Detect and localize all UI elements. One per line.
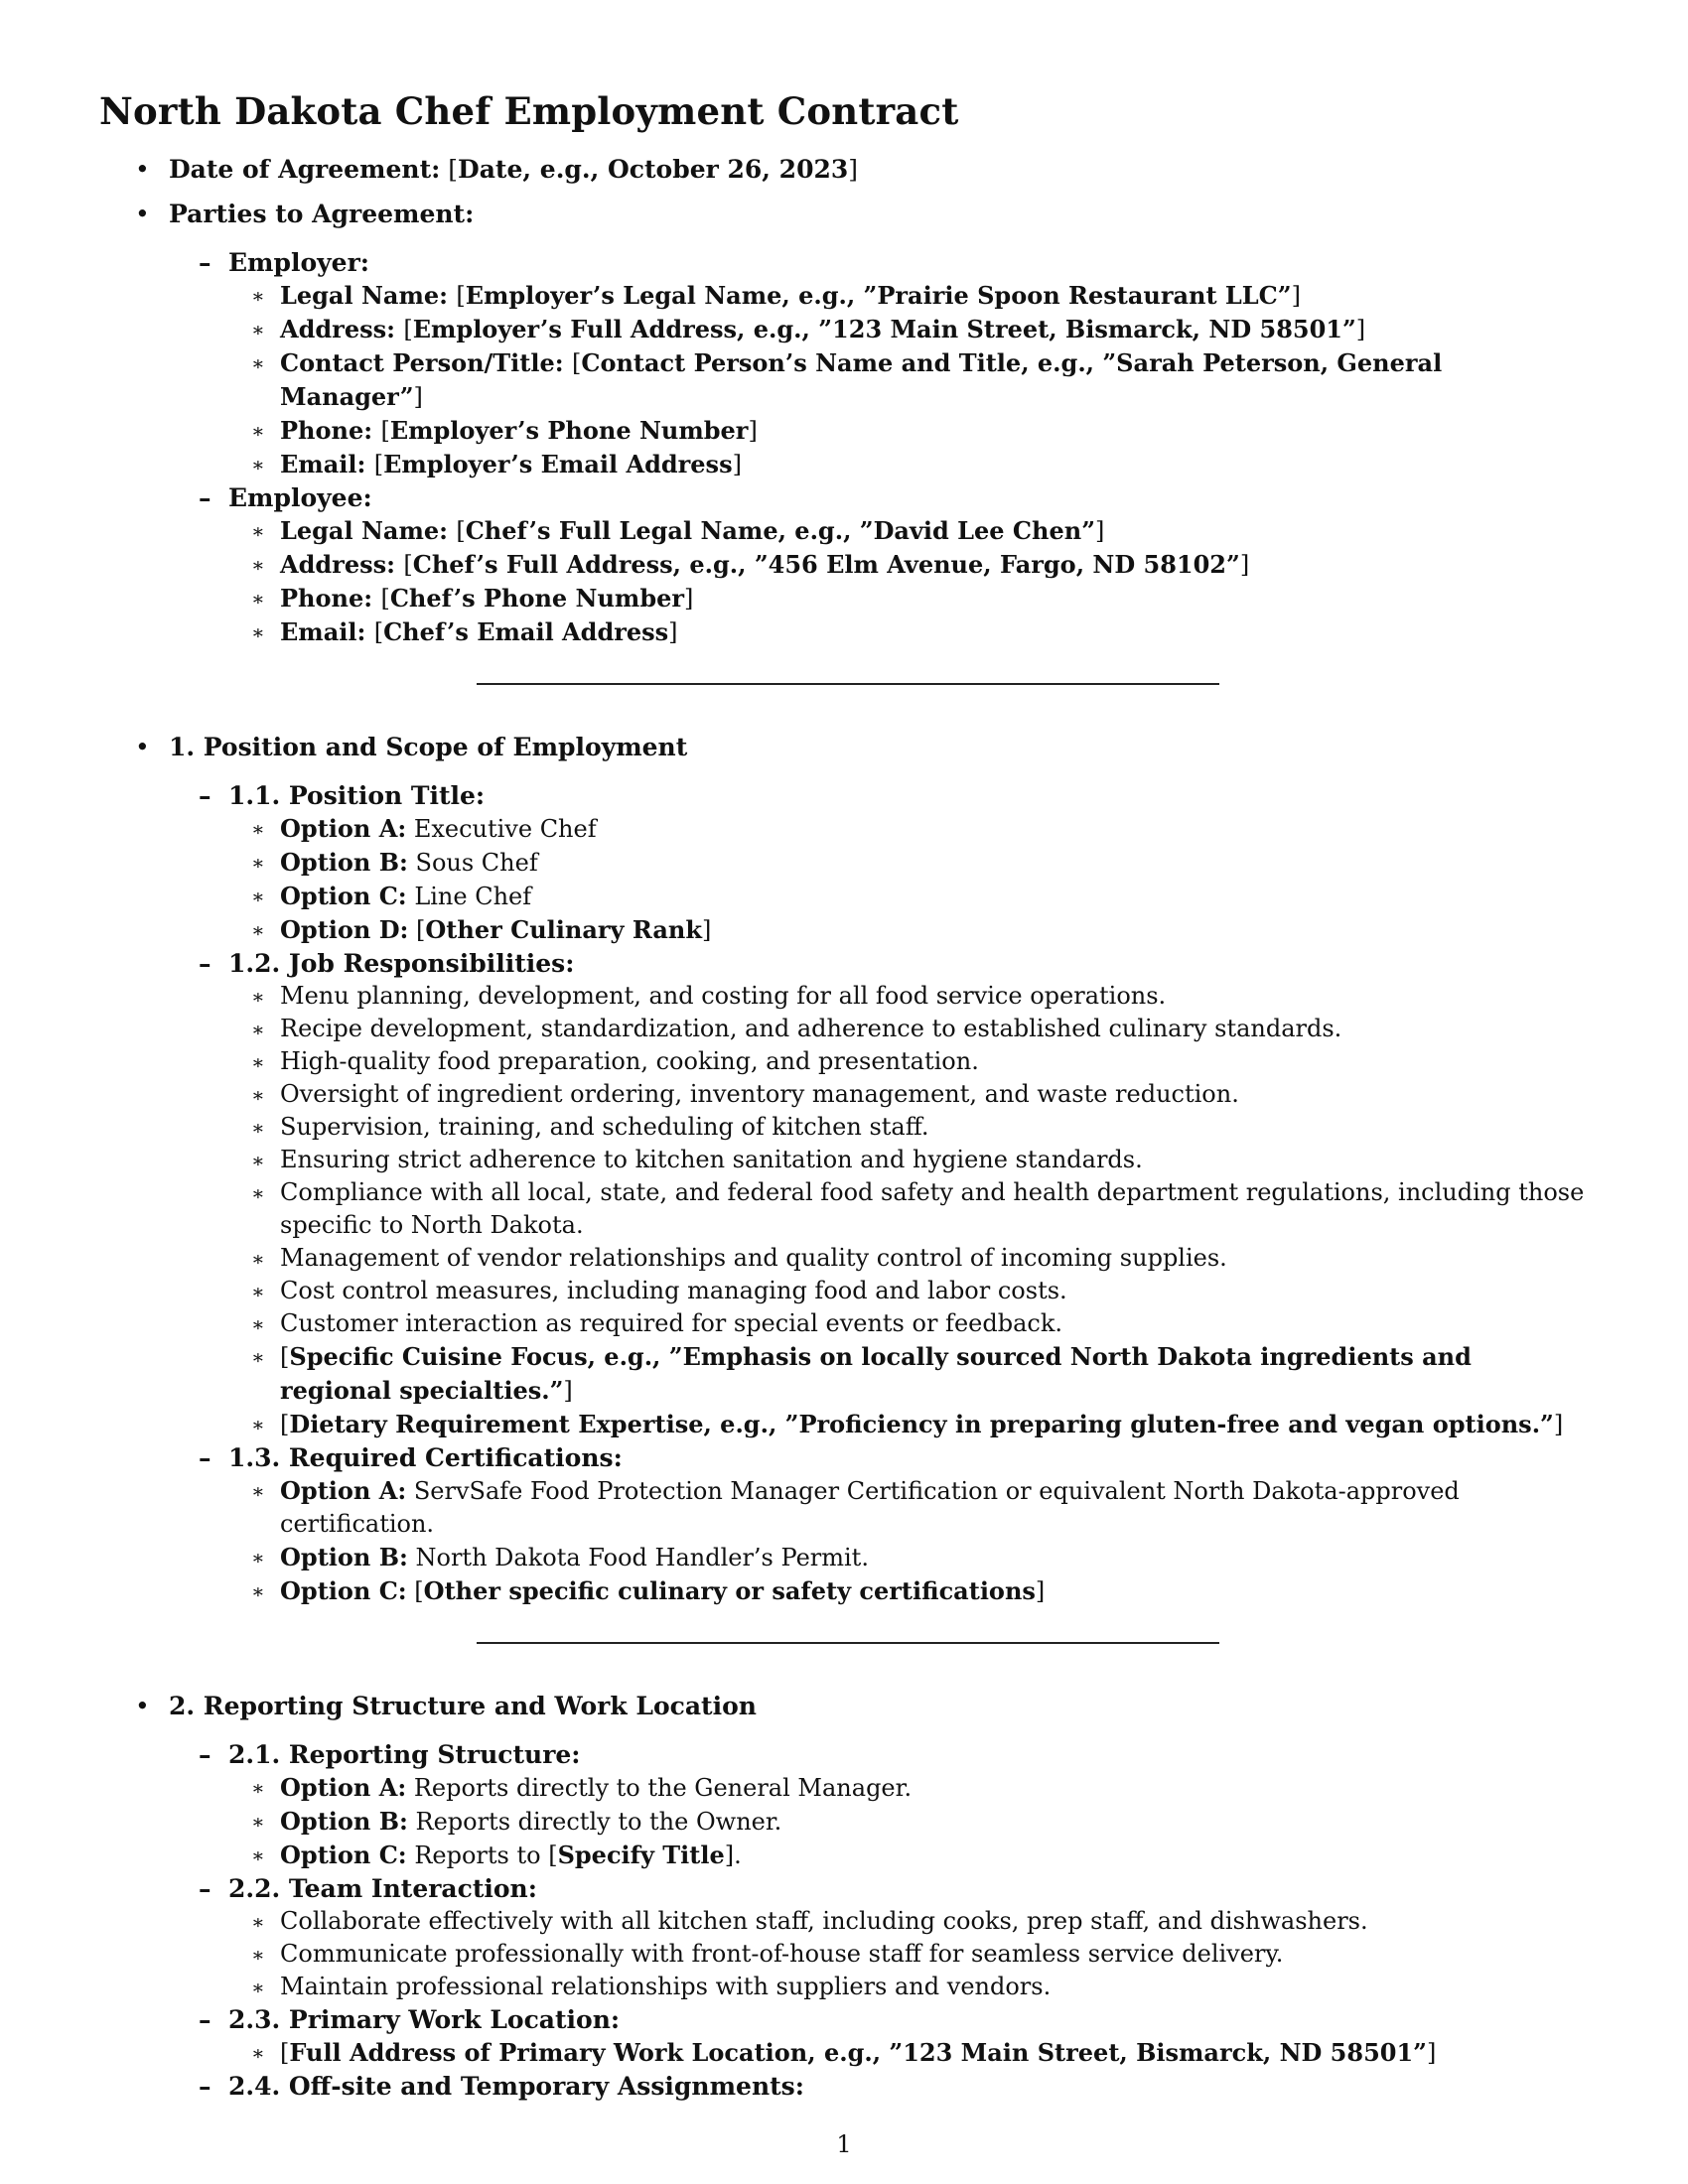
responsibilities-list	[228, 980, 1589, 1441]
list-item: ∗ Ensuring strict adherence to kitchen sanitation and hygiene standards.	[99, 1144, 1589, 1176]
certification-options	[228, 1474, 1589, 1608]
section-1	[99, 731, 1589, 1608]
date-of-agreement-item: • Date of Agreement: [Date, e.g., October 26, 2023]	[135, 155, 859, 184]
divider	[99, 661, 1589, 731]
bullet-icon: •	[135, 1692, 150, 1720]
cuisine-focus-placeholder: ∗ [Specific Cuisine Focus, e.g., ”Emphasis on locally sourced North Dakota ingredients and regional specialties.”]	[251, 1342, 1472, 1405]
asterisk-icon: ∗	[251, 587, 265, 611]
asterisk-icon: ∗	[251, 1413, 265, 1436]
asterisk-icon: ∗	[251, 419, 265, 443]
employee-group	[99, 481, 1589, 649]
dash-icon: –	[199, 1443, 211, 1472]
certification-option-c: ∗ Option C: [Other specific culinary or safety certifications]	[99, 1574, 1589, 1608]
subsection-1-1	[99, 779, 1589, 947]
divider	[99, 1620, 1589, 1690]
asterisk-icon: ∗	[251, 1776, 265, 1800]
parties-label: Parties to Agreement:	[169, 200, 475, 228]
employer-group	[99, 246, 1589, 481]
page-number: 1	[836, 2130, 852, 2158]
asterisk-icon: ∗	[251, 1943, 265, 1967]
dash-icon: –	[199, 2005, 211, 2034]
asterisk-icon: ∗	[251, 1843, 265, 1867]
dash-icon: –	[199, 1740, 211, 1769]
parties-list	[169, 246, 1589, 649]
bullet-icon: •	[135, 733, 150, 761]
asterisk-icon: ∗	[251, 1050, 265, 1074]
position-options	[228, 812, 1589, 947]
dash-icon: –	[199, 1874, 211, 1903]
employee-address: ∗ Address: [Chef’s Full Address, e.g., ”456 Elm Avenue, Fargo, ND 58102”]	[99, 548, 1589, 582]
employee-email: ∗ Email: [Chef’s Email Address]	[99, 615, 1589, 649]
subsection-2-3	[99, 2003, 1589, 2070]
horizontal-rule	[477, 1642, 1219, 1644]
section-2	[99, 1690, 1589, 2103]
dash-icon: –	[199, 248, 211, 277]
certification-option-b: ∗ Option B: North Dakota Food Handler’s Permit.	[99, 1541, 1589, 1574]
employer-fields	[228, 279, 1589, 481]
bullet-icon: •	[135, 155, 150, 184]
employer-phone: ∗ Phone: [Employer’s Phone Number]	[99, 414, 1589, 448]
work-location-list	[228, 2036, 1589, 2070]
dietary-expertise-placeholder: ∗ [Dietary Requirement Expertise, e.g., ”Proficiency in preparing gluten-free and vegan options.”]	[99, 1408, 1589, 1441]
document-title: North Dakota Chef Employment Contract	[99, 89, 959, 133]
asterisk-icon: ∗	[251, 851, 265, 875]
employee-phone: ∗ Phone: [Chef’s Phone Number]	[99, 582, 1589, 615]
subsection-2-3-title: 2.3. Primary Work Location:	[228, 2005, 621, 2034]
list-item: ∗ Maintain professional relationships with suppliers and vendors.	[99, 1971, 1589, 2003]
list-item: ∗ Communicate professionally with front-of-house staff for seamless service delivery.	[99, 1938, 1589, 1971]
subsection-2-2-title: 2.2. Team Interaction:	[228, 1874, 537, 1903]
employer-label: Employer:	[228, 248, 369, 277]
subsection-2-1	[99, 1738, 1589, 1872]
list-item: ∗ Supervision, training, and scheduling of kitchen staff.	[99, 1111, 1589, 1144]
position-option-b: ∗ Option B: Sous Chef	[99, 846, 1589, 880]
asterisk-icon: ∗	[251, 620, 265, 644]
asterisk-icon: ∗	[251, 1018, 265, 1041]
subsection-2-2	[99, 1872, 1589, 2003]
section-1-subsections	[169, 779, 1589, 1608]
asterisk-icon: ∗	[251, 1247, 265, 1271]
list-item: ∗ Customer interaction as required for special events or feedback.	[99, 1307, 1589, 1340]
subsection-1-1-title: 1.1. Position Title:	[228, 781, 486, 810]
certification-option-a: ∗ Option A: ServSafe Food Protection Manager Certification or equivalent North Dakota-approved certification.	[251, 1476, 1460, 1538]
subsection-2-4-title: 2.4. Off-site and Temporary Assignments:	[228, 2072, 804, 2101]
asterisk-icon: ∗	[251, 1181, 265, 1205]
list-item: ∗ Management of vendor relationships and quality control of incoming supplies.	[99, 1242, 1589, 1275]
position-option-d: ∗ Option D: [Other Culinary Rank]	[99, 913, 1589, 947]
asterisk-icon: ∗	[251, 885, 265, 908]
asterisk-icon: ∗	[251, 284, 265, 308]
date-label: Date of Agreement:	[169, 155, 441, 184]
section1-list	[99, 731, 1589, 1608]
asterisk-icon: ∗	[251, 1976, 265, 1999]
employer-address: ∗ Address: [Employer’s Full Address, e.g., ”123 Main Street, Bismarck, ND 58501”]	[99, 313, 1589, 346]
asterisk-icon: ∗	[251, 318, 265, 341]
date-placeholder: Date, e.g., October 26, 2023	[458, 155, 849, 184]
dash-icon: –	[199, 949, 211, 978]
asterisk-icon: ∗	[251, 1116, 265, 1140]
asterisk-icon: ∗	[251, 519, 265, 543]
asterisk-icon: ∗	[251, 1312, 265, 1336]
asterisk-icon: ∗	[251, 1083, 265, 1107]
asterisk-icon: ∗	[251, 918, 265, 942]
parties-item	[99, 198, 1589, 649]
employee-legal-name: ∗ Legal Name: [Chef’s Full Legal Name, e.g., ”David Lee Chen”]	[99, 514, 1589, 548]
subsection-1-2-title: 1.2. Job Responsibilities:	[228, 949, 575, 978]
list-item: ∗ Compliance with all local, state, and federal food safety and health department regulations, including those specific to North Dakota.	[251, 1178, 1585, 1239]
asterisk-icon: ∗	[251, 985, 265, 1009]
employer-contact: ∗ Contact Person/Title: [Contact Person’s Name and Title, e.g., ”Sarah Peterson, General Manager”]	[251, 348, 1443, 411]
asterisk-icon: ∗	[251, 817, 265, 841]
subsection-1-3	[99, 1441, 1589, 1608]
asterisk-icon: ∗	[251, 1479, 265, 1503]
reporting-options	[228, 1771, 1589, 1872]
reporting-option-a: ∗ Option A: Reports directly to the General Manager.	[99, 1771, 1589, 1805]
reporting-option-c: ∗ Option C: Reports to [Specify Title].	[99, 1839, 1589, 1872]
team-interaction-list	[228, 1905, 1589, 2003]
section-2-title: 2. Reporting Structure and Work Location	[169, 1692, 757, 1720]
asterisk-icon: ∗	[251, 553, 265, 577]
section2-list	[99, 1690, 1589, 2103]
list-item: ∗ Collaborate effectively with all kitchen staff, including cooks, prep staff, and dishwashers.	[99, 1905, 1589, 1938]
subsection-1-2	[99, 947, 1589, 1441]
list-item: ∗ Cost control measures, including managing food and labor costs.	[99, 1275, 1589, 1307]
work-location-placeholder: ∗ [Full Address of Primary Work Location, e.g., ”123 Main Street, Bismarck, ND 58501”]	[99, 2036, 1589, 2070]
position-option-a: ∗ Option A: Executive Chef	[99, 812, 1589, 846]
list-item: ∗ Oversight of ingredient ordering, inventory management, and waste reduction.	[99, 1078, 1589, 1111]
dash-icon: –	[199, 781, 211, 810]
asterisk-icon: ∗	[251, 1579, 265, 1603]
subsection-2-1-title: 2.1. Reporting Structure:	[228, 1740, 581, 1769]
employer-legal-name: ∗ Legal Name: [Employer’s Legal Name, e.g., ”Prairie Spoon Restaurant LLC”]	[99, 279, 1589, 313]
asterisk-icon: ∗	[251, 1546, 265, 1570]
list-item: ∗ Menu planning, development, and costing for all food service operations.	[99, 980, 1589, 1013]
asterisk-icon: ∗	[251, 453, 265, 477]
top-level-list	[99, 153, 1589, 649]
asterisk-icon: ∗	[251, 351, 265, 375]
asterisk-icon: ∗	[251, 2041, 265, 2065]
contract-page	[99, 89, 1589, 2115]
reporting-option-b: ∗ Option B: Reports directly to the Owner.	[99, 1805, 1589, 1839]
list-item: ∗ High-quality food preparation, cooking, and presentation.	[99, 1045, 1589, 1078]
section-1-title: 1. Position and Scope of Employment	[169, 733, 688, 761]
employer-email: ∗ Email: [Employer’s Email Address]	[99, 448, 1589, 481]
asterisk-icon: ∗	[251, 1149, 265, 1172]
list-item: ∗ Recipe development, standardization, and adherence to established culinary standards.	[99, 1013, 1589, 1045]
asterisk-icon: ∗	[251, 1280, 265, 1303]
dash-icon: –	[199, 2072, 211, 2101]
asterisk-icon: ∗	[251, 1910, 265, 1934]
employee-label: Employee:	[228, 483, 372, 512]
subsection-2-4	[99, 2070, 1589, 2103]
bullet-icon: •	[135, 200, 150, 228]
section-2-subsections	[169, 1738, 1589, 2103]
horizontal-rule	[477, 683, 1219, 685]
position-option-c: ∗ Option C: Line Chef	[99, 880, 1589, 913]
subsection-1-3-title: 1.3. Required Certifications:	[228, 1443, 623, 1472]
employee-fields	[228, 514, 1589, 649]
asterisk-icon: ∗	[251, 1345, 265, 1369]
dash-icon: –	[199, 483, 211, 512]
asterisk-icon: ∗	[251, 1810, 265, 1834]
